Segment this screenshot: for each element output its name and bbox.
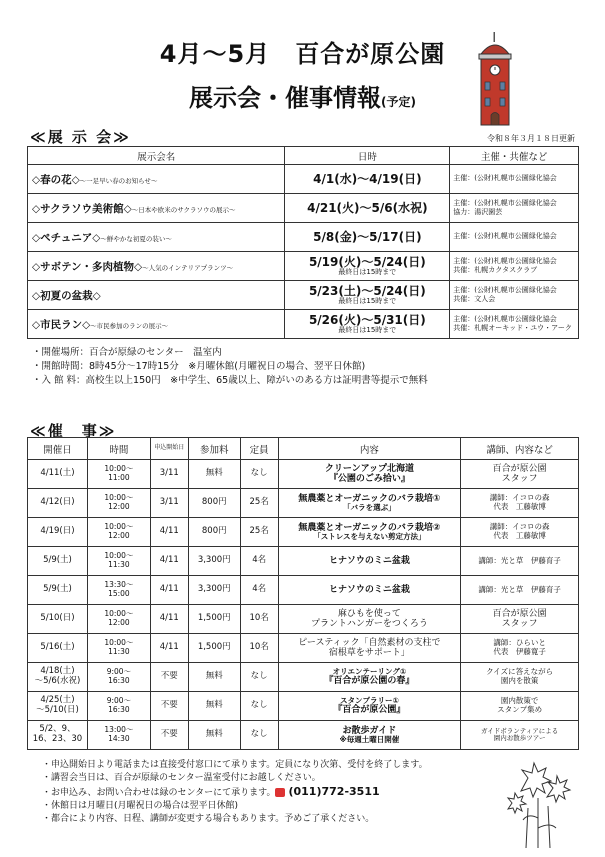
event-lecturer-2: 代表 工藤敏博 [493, 531, 546, 540]
phone-number: (011)772-3511 [288, 785, 380, 798]
event-date: 5/16(土) [28, 634, 88, 663]
event-capacity: なし [240, 460, 278, 489]
event-fee: 3,300円 [188, 547, 240, 576]
event-content-1: オリエンテーリング① [332, 666, 407, 676]
event-time-end: 11:30 [108, 560, 130, 569]
col-event-content: 内容 [278, 438, 461, 460]
table-row [28, 252, 579, 281]
event-time-start: 9:00～ [106, 667, 132, 677]
event-lecturer-1: 講師：ひらいと [493, 638, 546, 648]
event-time-end: 15:00 [108, 589, 130, 598]
col-event-fee: 参加料 [188, 438, 240, 460]
exhibition-date-note: 最終日は15時まで [338, 296, 397, 305]
events-table [27, 437, 579, 750]
event-lecturer-2: スタッフ [501, 474, 538, 484]
event-lecturer-1: 講師：イコロの森 [489, 522, 550, 532]
event-time-start: 13:00～ [104, 725, 134, 735]
event-date: 5/9(土) [28, 547, 88, 576]
page-title: 4月～5月 百合が原公園 [159, 40, 446, 68]
event-apply: 4/11 [150, 518, 188, 547]
events-header-row [28, 438, 579, 460]
event-lecturer-1: 百合が原公園 [492, 608, 547, 619]
exhibition-org2: 共催：札幌オーキッド・ユウ・アーク [453, 324, 572, 332]
event-time-end: 12:00 [108, 502, 130, 511]
event-lecturer-2: 園内を散策 [500, 676, 539, 685]
table-row [28, 165, 579, 194]
event-capacity: 10名 [240, 605, 278, 634]
event-apply: 4/11 [150, 576, 188, 605]
event-content-1: 無農薬とオーガニックのバラ栽培② [298, 522, 441, 533]
event-content-1: ヒナソウのミニ盆栽 [328, 555, 410, 566]
col-exhibition-date: 日時 [285, 147, 450, 165]
event-content-2: 宿根草をサポート」 [328, 648, 410, 658]
exhibition-name: ◇サボテン・多肉植物◇ [32, 260, 143, 273]
event-content-1: 無農薬とオーガニックのバラ栽培① [298, 493, 441, 504]
table-row [28, 605, 579, 634]
event-time-end: 12:00 [108, 531, 130, 540]
phone-icon [275, 788, 285, 797]
events-heading: ≪催 事≫ [30, 422, 117, 440]
note-contact-text: ・お申込み、お問い合わせは緑のセンターにて承ります。 [42, 788, 276, 798]
event-lecturer-2: 園内お散歩ツアー [493, 734, 546, 742]
col-event-date: 開催日 [28, 438, 88, 460]
col-exhibition-org: 主催・共催など [450, 147, 579, 165]
exhibition-heading: ≪展 示 会≫ [30, 128, 131, 146]
event-time-end: 12:00 [108, 618, 130, 627]
event-content-2: 『公園のごみ拾い』 [328, 474, 410, 484]
col-event-capacity: 定員 [240, 438, 278, 460]
event-content-2: 「バラを選ぶ」 [343, 502, 396, 512]
table-row [28, 634, 579, 663]
note-change: ・都合により内容、日程、講師が変更する場合もあります。予めご了承ください。 [42, 814, 375, 824]
lily-flowers-illustration [498, 758, 578, 848]
event-time-start: 10:00～ [104, 464, 134, 474]
event-apply: 不要 [150, 721, 188, 750]
note-contact [42, 785, 428, 800]
table-row [28, 310, 579, 339]
table-row [28, 576, 579, 605]
event-lecturer-1: 講師：イコロの森 [489, 493, 550, 503]
event-fee: 1,500円 [188, 634, 240, 663]
exhibition-org1: 主催：(公財)札幌市公園緑化協会 [453, 314, 557, 323]
event-fee: 3,300円 [188, 576, 240, 605]
event-fee: 無料 [188, 692, 240, 721]
exhibition-org1: 主催：(公財)札幌市公園緑化協会 [453, 285, 557, 294]
clock-tower-illustration [471, 32, 519, 128]
event-lecturer-1: 百合が原公園 [492, 463, 547, 474]
event-capacity: なし [240, 663, 278, 692]
event-content-2: 『百合が原公園』 [333, 705, 406, 716]
event-time-start: 10:00～ [104, 551, 134, 561]
event-time-end: 11:00 [108, 473, 130, 482]
exhibition-name: ◇サクラソウ美術館◇ [32, 202, 132, 215]
event-time-start: 9:00～ [106, 696, 132, 706]
event-date: 5/9(土) [28, 576, 88, 605]
event-capacity: なし [240, 692, 278, 721]
event-date: 4/19(日) [28, 518, 88, 547]
updated-date: 令和８年３月１８日更新 [487, 134, 575, 143]
note-closed: ・休館日は月曜日(月曜祝日の場合は翌平日休館) [42, 801, 239, 811]
table-row [28, 281, 579, 310]
exhibition-org1: 主催：(公財)札幌市公園緑化協会 [453, 174, 557, 183]
event-time-end: 16:30 [108, 705, 130, 714]
event-lecturer-1: クイズに答えながら [486, 667, 554, 677]
event-date: 5/2、9、 [39, 724, 76, 735]
exhibition-info [32, 346, 428, 388]
event-content-1: ヒナソウのミニ盆栽 [328, 584, 410, 595]
exhibition-org1: 主催：(公財)札幌市公園緑化協会 [453, 198, 557, 207]
event-time-end: 16:30 [108, 676, 130, 685]
exhibition-date-note: 最終日は15時まで [338, 325, 397, 334]
table-row [28, 223, 579, 252]
event-fee: 無料 [188, 663, 240, 692]
event-lecturer-2: スタッフ [501, 619, 538, 629]
exhibition-date-note: 最終日は15時まで [338, 267, 397, 276]
col-event-time: 時間 [87, 438, 150, 460]
event-apply: 不要 [150, 663, 188, 692]
event-date-end: ～5/10(日) [36, 705, 79, 715]
event-capacity: 25名 [240, 489, 278, 518]
event-lecturer-2: 代表 工藤敏博 [493, 502, 546, 511]
event-date-end: 16、23、30 [32, 734, 83, 744]
exhibition-sub: ～市民参加のランの展示～ [90, 321, 169, 330]
event-apply: 4/11 [150, 547, 188, 576]
note-venue: ・講習会当日は、百合が原緑のセンター温室受付にお越しください。 [42, 773, 321, 783]
exhibition-org2: 協力：湯沢園芸 [453, 208, 503, 216]
event-content-2: 「ストレスを与えない剪定方法」 [313, 531, 426, 541]
event-content-1: スタンプラリー① [339, 695, 399, 705]
event-time-start: 10:00～ [104, 493, 134, 503]
event-lecturer-1: 講師：光と草 伊藤育子 [478, 584, 561, 594]
event-fee: 無料 [188, 460, 240, 489]
event-time-start: 13:30～ [104, 580, 134, 590]
col-exhibition-name: 展示会名 [28, 147, 285, 165]
event-time-end: 11:30 [108, 647, 130, 656]
table-row [28, 194, 579, 223]
table-row [28, 460, 579, 489]
exhibition-date: 4/1(水)～4/19(日) [313, 171, 422, 186]
exhibition-date: 5/8(金)～5/17(日) [313, 229, 422, 244]
col-event-lecturer: 講師、内容など [461, 438, 579, 460]
event-lecturer-2: スタンプ集め [497, 705, 543, 714]
exhibition-header-row [28, 147, 579, 165]
event-time-end: 14:30 [108, 734, 130, 743]
event-time-start: 10:00～ [104, 609, 134, 619]
event-content-1: クリーンアップ北海道 [324, 463, 415, 474]
exhibition-org2: 共催：文人会 [453, 295, 496, 303]
event-apply: 3/11 [150, 489, 188, 518]
exhibition-table [27, 146, 579, 339]
event-lecturer-2: 代表 伊藤寛子 [493, 647, 546, 656]
event-apply: 4/11 [150, 634, 188, 663]
event-content-2: プラントハンガーをつくろう [311, 619, 428, 629]
col-event-apply: 申込開始日 [150, 438, 188, 460]
exhibition-name: ◇ペチュニア◇ [32, 231, 101, 244]
table-row [28, 547, 579, 576]
event-date: 5/10(日) [28, 605, 88, 634]
event-date: 4/18(土) [40, 666, 75, 677]
event-apply: 4/11 [150, 605, 188, 634]
event-lecturer-1: 講師：光と草 伊藤育子 [478, 555, 561, 565]
event-date: 4/25(土) [40, 695, 75, 706]
exhibition-sub: ～日本や欧米のサクラソウの展示～ [131, 205, 236, 214]
event-content-1: お散歩ガイド [342, 725, 397, 736]
event-lecturer-1: 園内散策で [500, 696, 539, 706]
table-row [28, 721, 579, 750]
event-fee: 800円 [188, 518, 240, 547]
event-content-1: 麻ひもを使って [337, 608, 401, 619]
table-row [28, 692, 579, 721]
info-fee: ・入 館 料：高校生以上150円 ※中学生、65歳以上、障がいのある方は証明書等提示で無料 [32, 375, 428, 386]
exhibition-org2: 共催：札幌カクタスクラブ [453, 266, 538, 274]
table-row [28, 663, 579, 692]
event-content-2: 『百合が原公園の春』 [324, 676, 415, 687]
info-location: ・開催場所：百合が原緑のセンター 温室内 [32, 347, 222, 358]
event-lecturer-1: ガイドボランティアによる [480, 726, 559, 735]
event-date: 4/11(土) [28, 460, 88, 489]
exhibition-date: 5/23(土)～5/24(日) [308, 284, 426, 299]
notes [42, 759, 428, 826]
event-capacity: 4名 [240, 576, 278, 605]
exhibition-org1: 主催：(公財)札幌市公園緑化協会 [453, 232, 557, 241]
event-time-start: 10:00～ [104, 522, 134, 532]
table-row [28, 489, 579, 518]
exhibition-date: 5/26(火)～5/31(日) [308, 313, 426, 328]
event-content-1: ピースティック「自然素材の支柱で [298, 637, 441, 648]
exhibition-date: 4/21(火)～5/6(水祝) [307, 200, 428, 215]
exhibition-sub: ～鮮やかな初夏の装い～ [100, 234, 172, 243]
exhibition-name: ◇初夏の盆栽◇ [32, 289, 101, 302]
event-fee: 1,500円 [188, 605, 240, 634]
exhibition-name: ◇春の花◇ [32, 173, 80, 186]
exhibition-org1: 主催：(公財)札幌市公園緑化協会 [453, 256, 557, 265]
event-capacity: 4名 [240, 547, 278, 576]
event-capacity: 10名 [240, 634, 278, 663]
exhibition-sub: ～一足早い春のお知らせ～ [79, 176, 158, 185]
subtitle-main: 展示会・催事情報 [189, 84, 381, 112]
event-fee: 無料 [188, 721, 240, 750]
table-row [28, 518, 579, 547]
note-apply: ・申込開始日より電話または直接受付窓口にて承ります。定員になり次第、受付を終了します。 [42, 760, 428, 770]
info-hours: ・開館時間：8時45分～17時15分 ※月曜休館(月曜祝日の場合、翌平日休館) [32, 361, 366, 372]
subtitle-suffix: (予定) [381, 95, 416, 109]
event-date: 4/12(日) [28, 489, 88, 518]
event-capacity: なし [240, 721, 278, 750]
event-capacity: 25名 [240, 518, 278, 547]
exhibition-date: 5/19(火)～5/24(日) [308, 255, 426, 270]
event-date-end: ～5/6(水祝) [34, 676, 81, 686]
exhibition-sub: ～人気のインテリアプランツ～ [142, 263, 234, 272]
event-apply: 3/11 [150, 460, 188, 489]
event-apply: 不要 [150, 692, 188, 721]
exhibition-name: ◇市民ラン◇ [32, 318, 91, 331]
event-content-2: ※毎週土曜日開催 [339, 734, 400, 744]
event-time-start: 10:00～ [104, 638, 134, 648]
event-fee: 800円 [188, 489, 240, 518]
